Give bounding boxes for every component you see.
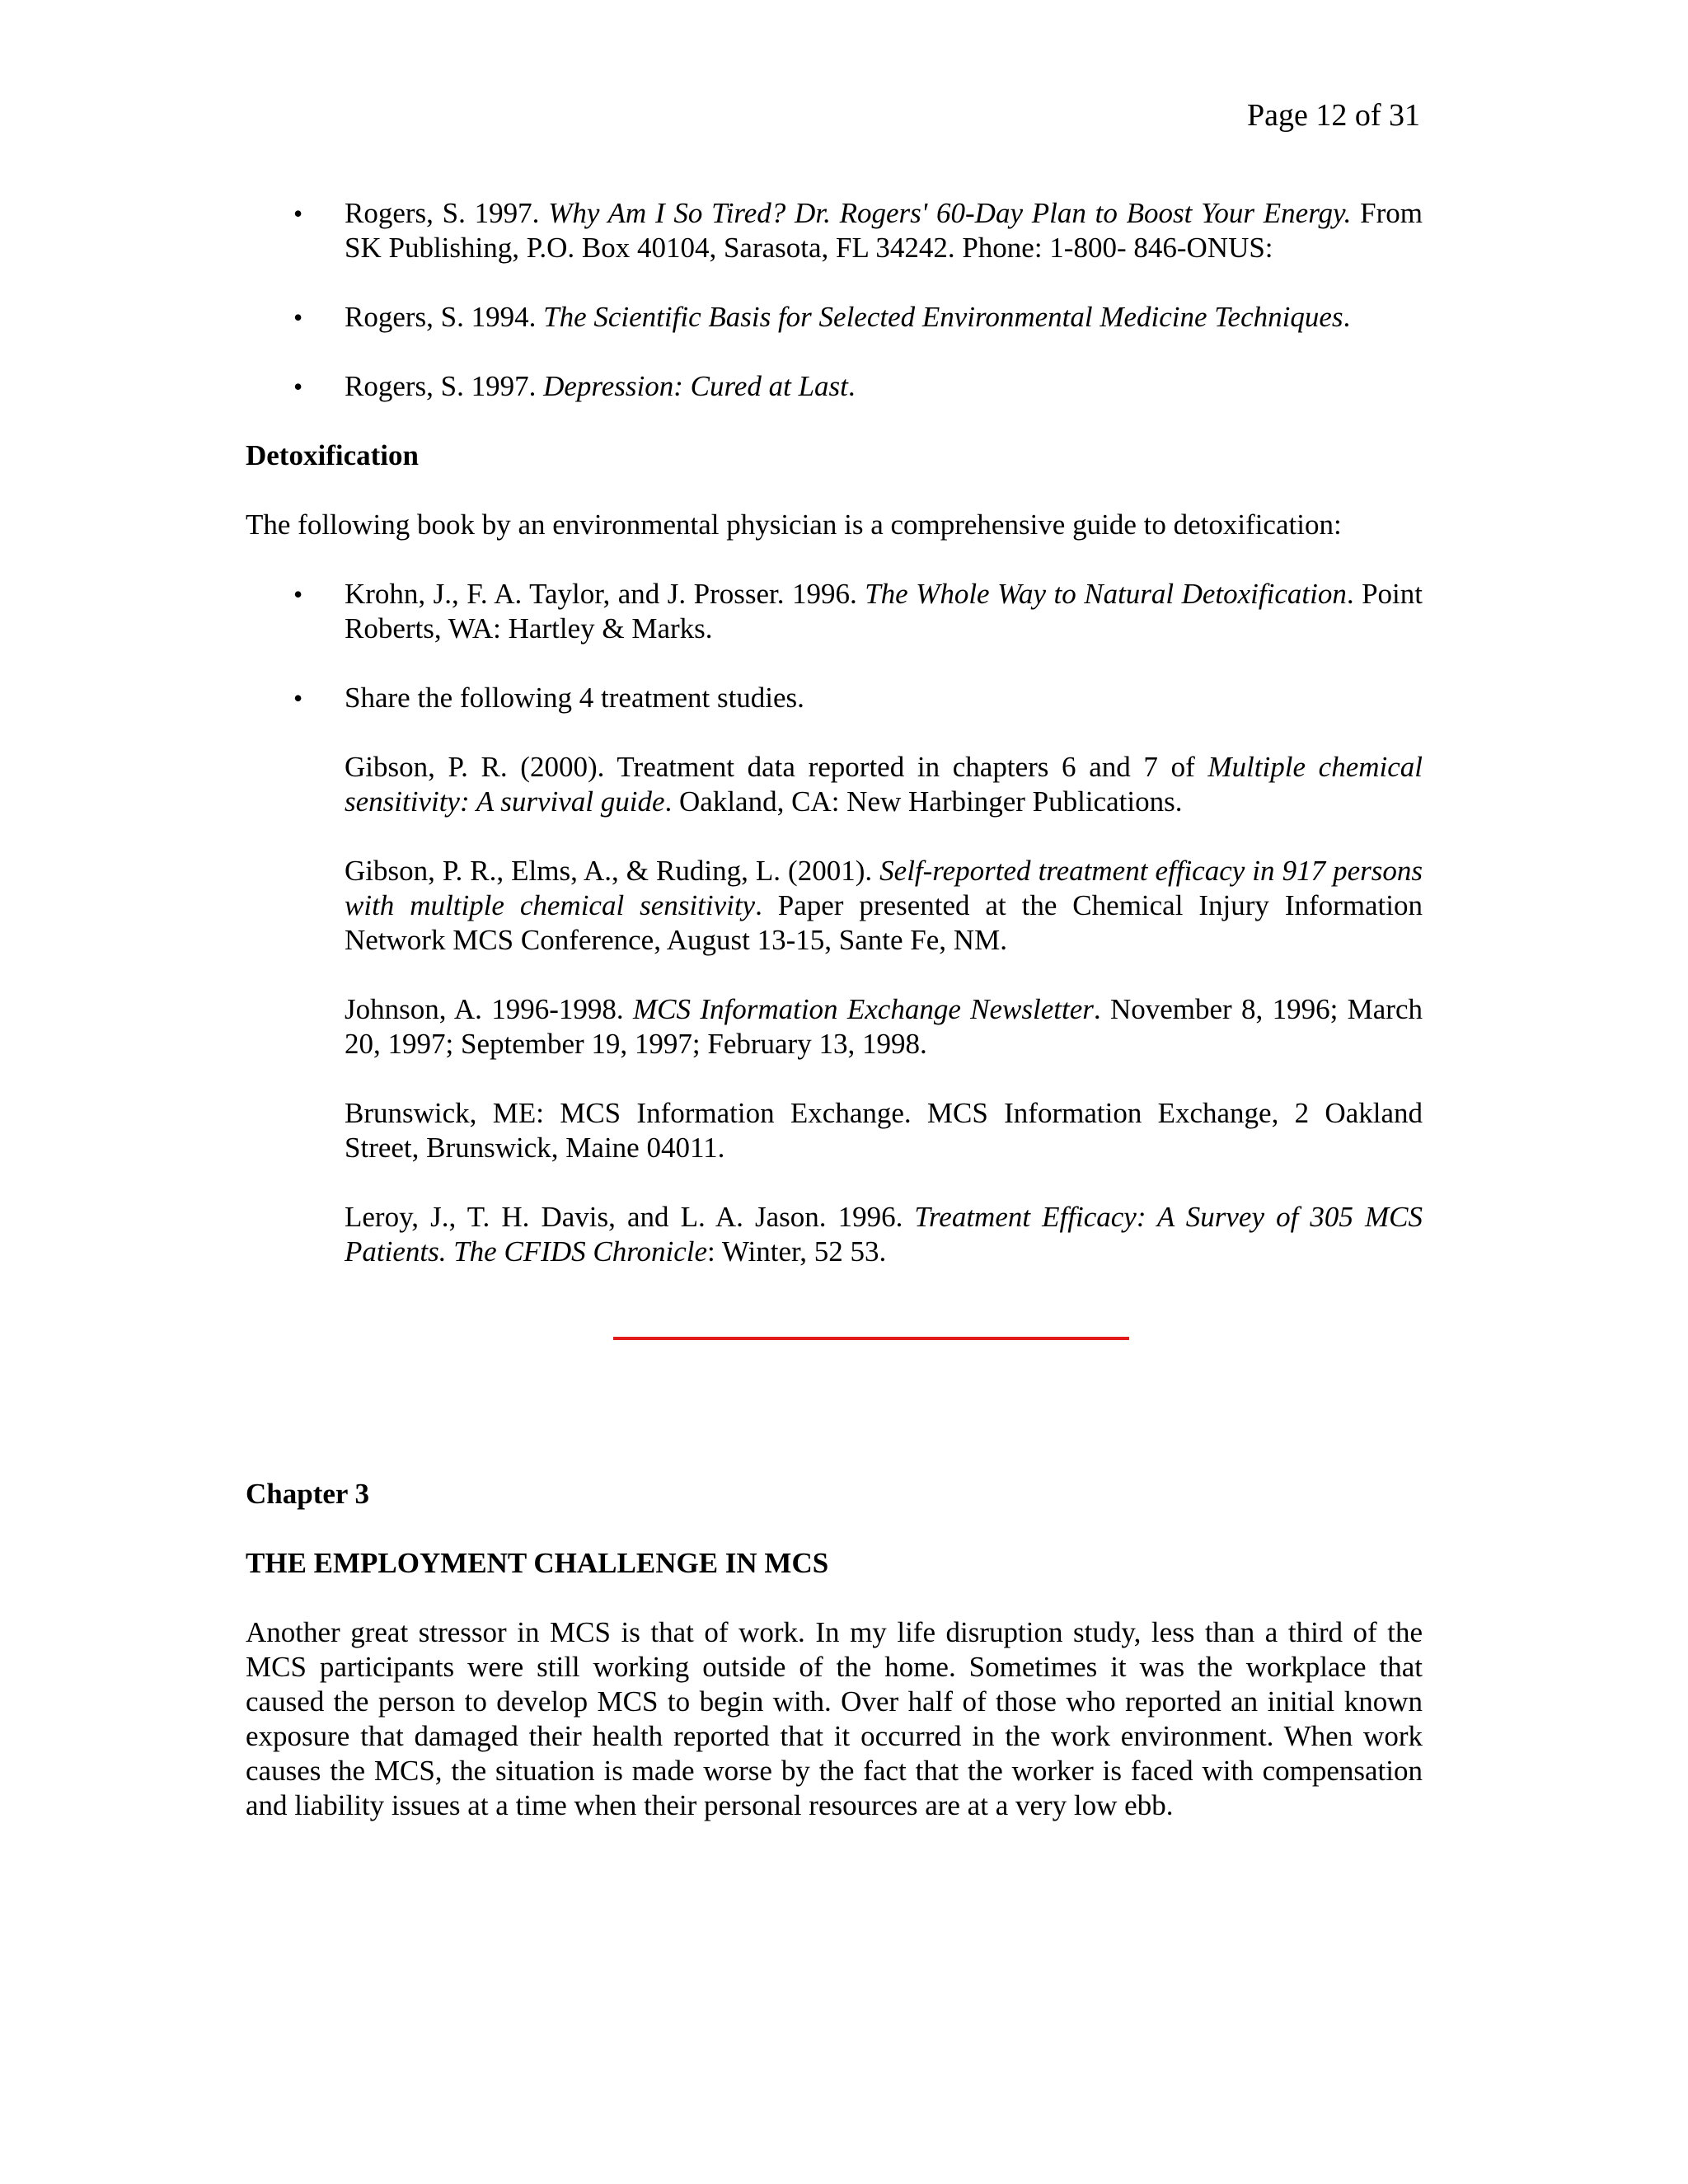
citation-details: . [847, 370, 856, 402]
bullet-icon: • [293, 199, 303, 228]
citation-title: Depression: Cured at Last [543, 370, 848, 402]
citation-authors: Rogers, S. 1994. [345, 301, 544, 333]
divider-container [246, 1304, 1423, 1408]
reference-entry [246, 992, 1423, 1062]
citation-title: Treatment Efficacy: A Survey of 305 MCS Patients. The CFIDS Chronicle [345, 1201, 1423, 1268]
list-item [246, 300, 1423, 335]
document-body [246, 196, 1423, 1858]
list-item [246, 681, 1423, 715]
detox-reference-list [246, 577, 1423, 715]
citation-title: The Whole Way to Natural Detoxification [865, 578, 1347, 610]
citation-details: . November 8, 1996; March 20, 1997; September 19, 1997; February 13, 1998. [345, 993, 1423, 1060]
citation-authors: Gibson, P. R. (2000). Treatment data reported in chapters 6 and 7 of [345, 751, 1208, 783]
reference-entry [246, 854, 1423, 958]
citation-details: : Winter, 52 53. [707, 1235, 887, 1268]
citation-authors: Johnson, A. 1996-1998. [345, 993, 633, 1025]
list-item [246, 196, 1423, 265]
citation-title: Self-reported treatment efficacy in 917 persons with multiple chemical sensitivity [345, 855, 1423, 921]
detox-intro-paragraph: The following book by an environmental physician is a comprehensive guide to detoxification: [246, 509, 1342, 541]
citation-authors: Rogers, S. 1997. [345, 370, 544, 402]
section-heading-detoxification: Detoxification [246, 439, 419, 471]
citation-details: . Oakland, CA: New Harbinger Publications. [664, 785, 1183, 818]
list-item [246, 577, 1423, 646]
citation-authors: Leroy, J., T. H. Davis, and L. A. Jason. 1996. [345, 1201, 915, 1233]
chapter-label: Chapter 3 [246, 1478, 370, 1510]
list-item [246, 369, 1423, 404]
treatment-studies-list [246, 750, 1423, 1269]
bullet-icon: • [293, 683, 303, 713]
page-number: Page 12 of 31 [1246, 98, 1420, 133]
bullet-icon: • [293, 372, 303, 401]
citation-authors: Gibson, P. R., Elms, A., & Ruding, L. (2001). [345, 855, 880, 887]
citation-details: . Point Roberts, WA: Hartley & Marks. [345, 578, 1423, 644]
citation-authors: Brunswick, ME: MCS Information Exchange. MCS Information Exchange, 2 Oakland Street, Brunswick, Maine 04011. [345, 1097, 1423, 1164]
citation-title: The Scientific Basis for Selected Environmental Medicine Techniques [543, 301, 1343, 333]
citation-authors: Krohn, J., F. A. Taylor, and J. Prosser. 1996. [345, 578, 865, 610]
citation-title: Multiple chemical sensitivity: A survival guide [345, 751, 1423, 818]
citation-details: . Paper presented at the Chemical Injury Information Network MCS Conference, August 13-15, Sante Fe, NM. [345, 889, 1423, 956]
section-divider [613, 1337, 1129, 1340]
reference-entry [246, 1096, 1423, 1165]
rogers-reference-list [246, 196, 1423, 404]
chapter-title: THE EMPLOYMENT CHALLENGE IN MCS [246, 1547, 829, 1579]
citation-details: . [1343, 301, 1351, 333]
chapter-paragraph: Another great stressor in MCS is that of work. In my life disruption study, less than a third of the MCS participants were still working outside of the home. Sometimes it was the workplace that caused the person to develop MCS to begin with. Over half of those who reported an initial known exposure that damaged their health reported that it occurred in the work environment. When work causes the MCS, the situation is made worse by the fact that the worker is faced with compensation and liability issues at a time when their personal resources are at a very low ebb. [246, 1616, 1423, 1821]
list-item-text: Share the following 4 treatment studies. [345, 682, 804, 714]
reference-entry [246, 750, 1423, 819]
citation-details: From SK Publishing, P.O. Box 40104, Sarasota, FL 34242. Phone: 1-800- 846-ONUS: [345, 197, 1423, 264]
citation-authors: Rogers, S. 1997. [345, 197, 549, 229]
bullet-icon: • [293, 579, 303, 609]
bullet-icon: • [293, 302, 303, 332]
reference-entry [246, 1200, 1423, 1269]
citation-title: MCS Information Exchange Newsletter [632, 993, 1094, 1025]
citation-title: Why Am I So Tired? Dr. Rogers' 60-Day Plan to Boost Your Energy. [548, 197, 1352, 229]
spacer [246, 1408, 1423, 1477]
